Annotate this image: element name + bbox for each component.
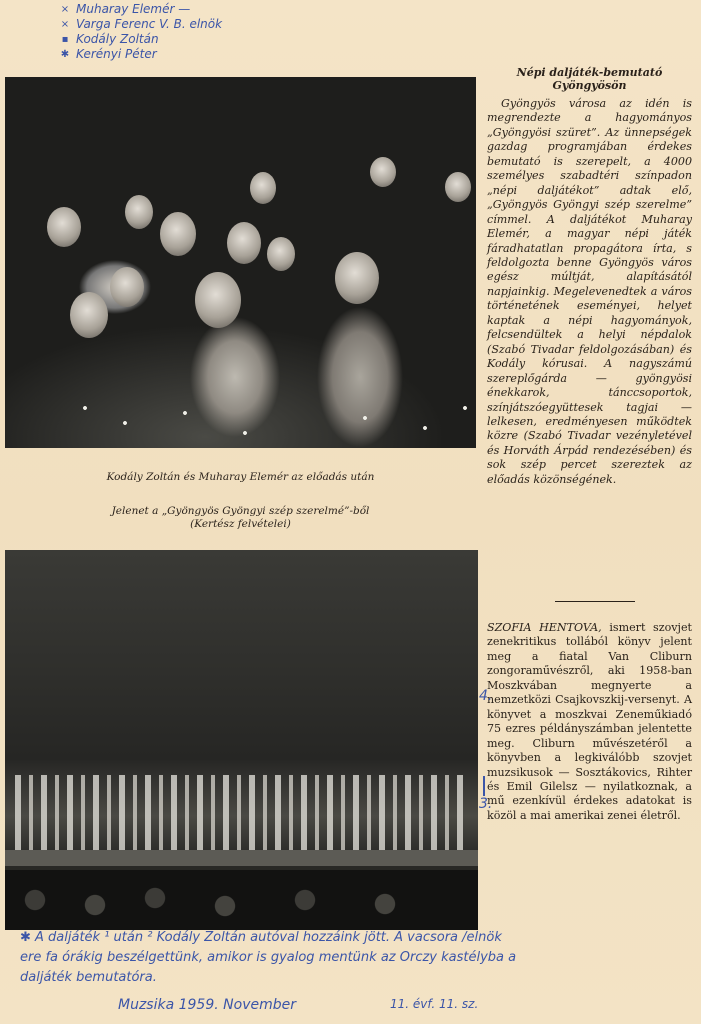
face: [125, 195, 153, 229]
note-line: ✱ A daljáték ¹ után ² Kodály Zoltán autóval hozzáink jött. A vacsora /elnök: [20, 930, 502, 945]
face: [160, 212, 196, 256]
photo2-caption: [5, 505, 476, 531]
news-item: [487, 621, 692, 823]
note-text: Kerényi Péter: [76, 47, 157, 61]
face: [110, 267, 144, 307]
stage-floor: [5, 850, 478, 866]
section-divider: [555, 601, 635, 602]
article-title: [487, 66, 692, 92]
face: [445, 172, 471, 202]
handwritten-note: [60, 47, 222, 62]
cross-mark-icon: ×: [60, 19, 70, 30]
handwritten-note: [60, 17, 222, 32]
note-text: Kodály Zoltán: [76, 32, 159, 46]
handwritten-name-list: [60, 2, 222, 62]
face: [250, 172, 276, 204]
caption-line: Jelenet a „Gyöngyös Gyöngyi szép szerelmé”-ből: [111, 505, 370, 517]
face: [335, 252, 379, 304]
note-line: ere fa órákig beszélgettünk, amikor is gyalog mentünk az Orczy kastélyba a: [20, 950, 517, 965]
handwritten-source: Muzsika 1959. November: [118, 997, 296, 1013]
face: [70, 292, 108, 338]
note-line: daljáték bemutatóra.: [20, 970, 157, 985]
handwritten-bottom-notes: [20, 928, 700, 988]
face: [195, 272, 241, 328]
news-lead: SZOFIA HENTOVA,: [487, 621, 602, 634]
face: [227, 222, 261, 264]
dancers-row: [15, 775, 468, 855]
cross-mark-icon: ×: [60, 4, 70, 15]
photo-kodaly-muharay: [5, 77, 476, 448]
title-line: Gyöngyösön: [552, 79, 627, 92]
news-body: ismert szovjet zenekritikus tollából könyv jelent meg a fiatal Van Cliburn zongoraművészről, aki 1958-ban Moszkvában megnyerte a nemzetközi Csajkovszkij-versenyt. A könyvet a moszkvai Zeneműkiadó 75 ezres példányszámban jelentette meg. Cliburn művészetéről a könyvben a legkiválóbb szovjet muzsikusok — Sosztákovics, Rihter és Emil Gilelsz — nyilatkoznak, a mű ezenkívül érdekes adatokat is közöl a mai amerikai zenei életről.: [487, 621, 692, 822]
handwritten-note: [60, 2, 222, 17]
flowers: [65, 388, 476, 448]
face: [370, 157, 396, 187]
note-text: Varga Ferenc V. B. elnök: [76, 17, 223, 31]
photo1-caption: Kodály Zoltán és Muharay Elemér az előadás után: [106, 471, 375, 483]
handwritten-note: [60, 32, 222, 47]
face: [47, 207, 81, 247]
title-line: Népi daljáték-bemutató: [516, 66, 663, 79]
margin-mark-4: 4.: [479, 688, 493, 704]
face: [267, 237, 295, 271]
caption-credit: (Kertész felvételei): [190, 518, 291, 530]
handwritten-issue: 11. évf. 11. sz.: [390, 997, 479, 1011]
margin-bar: [483, 776, 485, 796]
article-body: Gyöngyös városa az idén is megrendezte a hagyományos „Gyöngyösi szüret”. Az ünnepségek gazdag programjában érdekes bemutató is szerepelt, a 4000 személyes szabadtéri színpadon „népi daljátékot” adtak elő, „Gyöngyös Gyöngyi szép szerelme” címmel. A daljátékot Muharay Elemér, a magyar népi játék fáradhatatlan propagátora írta, s feldolgozta benne Gyöngyös város egész múltját, alapításától napjainkig. Megelevenedtek a város történetének eseményei, helyet kaptak a népi hagyományok, felcsendültek a helyi népdalok (Szabó Tivadar feldolgozásában) és Kodály kórusai. A nagyszámú szereplőgárda — gyöngyösi énekkarok, tánccsoportok, színjátszóegyüttesek tagjai — lelkesen, eredményesen működtek közre (Szabó Tivadar vezényletével és Horváth Árpád rendezésében) és sok szép percet szereztek az előadás közönségének.: [487, 97, 692, 486]
audience: [5, 870, 478, 930]
note-text: Muharay Elemér —: [76, 2, 191, 16]
photo-stage-scene: [5, 550, 478, 930]
square-mark-icon: ▪: [61, 34, 69, 45]
margin-mark-3: 3.: [479, 796, 493, 812]
asterisk-mark-icon: ✱: [60, 49, 70, 60]
